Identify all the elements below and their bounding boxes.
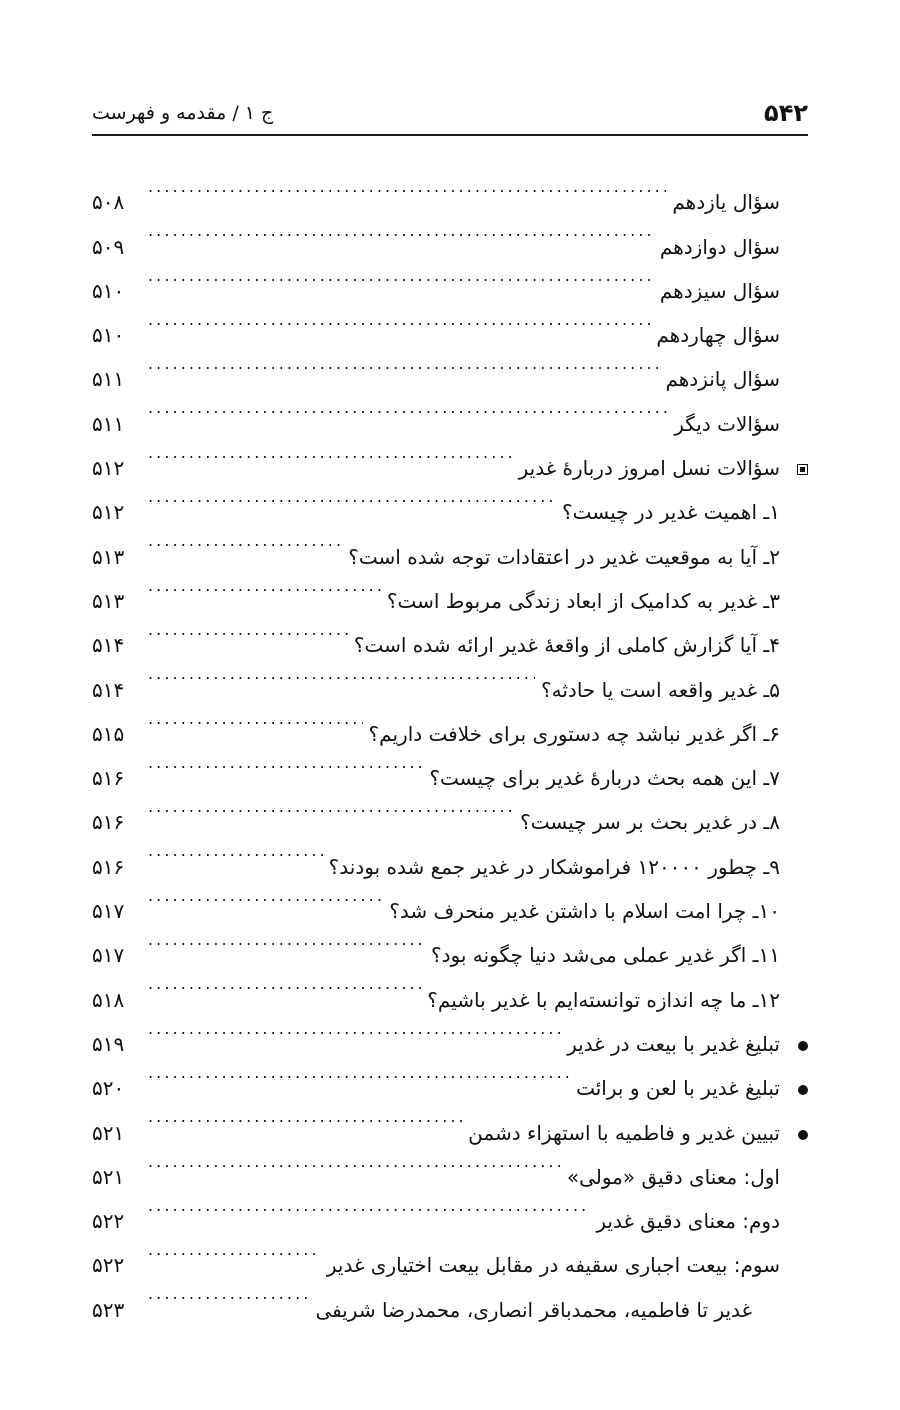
toc-entry-page-number: ۵۲۰ [92,1076,125,1101]
dot-leader [148,741,423,785]
page-number: ۵۴۲ [764,99,808,127]
toc-entry-page-number: ۵۲۱ [92,1164,125,1189]
toc-entry-title: ۸ـ در غدیر بحث بر سر چیست؟ [520,810,780,835]
table-of-contents [92,165,808,1322]
dot-leader [148,209,654,253]
no-bullet [780,785,808,829]
dot-leader [148,1140,561,1184]
toc-entry-title: ۵ـ غدیر واقعه است یا حادثه؟ [541,677,780,702]
toc-entry-title: ۱ـ اهمیت غدیر در چیست؟ [562,500,780,525]
toc-entry-title: ۱۰ـ چرا امت اسلام با داشتن غدیر منحرف شد؟ [389,899,780,924]
dot-leader [148,342,659,386]
toc-entry-page-number: ۵۱۲ [92,456,125,481]
toc-entry-title: ۶ـ اگر غدیر نباشد چه دستوری برای خلافت داریم؟ [368,721,780,746]
no-bullet [780,564,808,608]
dot-leader [148,431,513,475]
no-bullet [780,829,808,873]
dot-leader [148,1007,561,1051]
toc-entry-page-number: ۵۱۰ [92,323,125,348]
toc-entry-page-number: ۵۱۹ [92,1031,125,1056]
toc-entry[interactable] [92,165,808,215]
toc-entry-title: ۳ـ غدیر به کدامیک از ابعاد زندگی مربوط است؟ [386,588,780,613]
dot-leader [148,697,363,741]
no-bullet [780,697,808,741]
dot-leader [148,608,348,652]
dot-leader [148,829,323,873]
dot-leader [148,652,535,696]
toc-entry-title: تبلیغ غدیر با لعن و برائت [576,1076,780,1101]
no-bullet [780,652,808,696]
toc-entry-title: ۴ـ آیا گزارش کاملی از واقعهٔ غدیر ارائه شده است؟ [353,633,780,658]
no-bullet [780,209,808,253]
dot-leader [148,1272,309,1316]
no-bullet [780,254,808,298]
toc-entry-page-number: ۵۲۱ [92,1120,125,1145]
dot-leader [148,165,666,209]
no-bullet [780,918,808,962]
no-bullet [780,1228,808,1272]
toc-entry-page-number: ۵۲۲ [92,1253,125,1278]
toc-entry-title: سوم: بیعت اجباری سقیفه در مقابل بیعت اختیاری غدیر [326,1253,780,1278]
no-bullet [780,298,808,342]
toc-entry-page-number: ۵۱۶ [92,810,125,835]
running-title: ج ۱ / مقدمه و فهرست [92,102,274,124]
toc-entry-page-number: ۵۱۶ [92,766,125,791]
toc-entry-title: ۷ـ این همه بحث دربارهٔ غدیر برای چیست؟ [429,766,780,791]
no-bullet [780,165,808,209]
dot-leader [148,918,425,962]
toc-entry-title: سؤال دوازدهم [659,234,780,259]
toc-entry-page-number: ۵۱۲ [92,500,125,525]
no-bullet [780,475,808,519]
no-bullet [780,1184,808,1228]
toc-entry-title: تبلیغ غدیر با بیعت در غدیر [567,1031,780,1056]
dot-leader [148,254,654,298]
dot-leader [148,962,421,1006]
toc-entry-page-number: ۵۰۹ [92,234,125,259]
toc-entry-page-number: ۵۱۷ [92,943,125,968]
toc-entry-page-number: ۵۱۳ [92,544,125,569]
dot-leader [148,1095,462,1139]
toc-entry-page-number: ۵۱۷ [92,899,125,924]
toc-entry-page-number: ۵۱۴ [92,633,125,658]
dot-leader [148,475,556,519]
no-bullet [780,1140,808,1184]
toc-entry-page-number: ۵۲۲ [92,1209,125,1234]
toc-entry-title: سؤال یازدهم [672,190,780,215]
no-bullet [780,608,808,652]
no-bullet [780,874,808,918]
toc-entry-page-number: ۵۱۳ [92,588,125,613]
dot-leader [148,785,514,829]
no-bullet [780,519,808,563]
toc-entry-page-number: ۵۲۳ [92,1297,125,1322]
toc-entry-title: دوم: معنای دقیق غدیر [596,1209,780,1234]
toc-entry-page-number: ۵۰۸ [92,190,125,215]
toc-entry-page-number: ۵۱۵ [92,721,125,746]
toc-entry-title: سؤالات دیگر [674,411,780,436]
toc-entry-page-number: ۵۱۴ [92,677,125,702]
toc-entry-title: ۲ـ آیا به موقعیت غدیر در اعتقادات توجه شده است؟ [348,544,780,569]
toc-entry-title: غدیر تا فاطمیه، محمدباقر انصاری، محمدرضا شریفی [315,1297,752,1322]
dot-leader [148,386,668,430]
toc-entry-page-number: ۵۱۱ [92,411,125,436]
toc-entry-title: ۹ـ چطور ۱۲۰۰۰۰ فراموشکار در غدیر جمع شده بودند؟ [328,854,780,879]
toc-entry-title: تبیین غدیر و فاطمیه با استهزاء دشمن [468,1120,780,1145]
toc-entry-title: ۱۲ـ ما چه اندازه توانسته‌ایم با غدیر باشیم؟ [427,987,780,1012]
no-bullet [780,962,808,1006]
dot-leader [148,1051,570,1095]
toc-entry-title: سؤال چهاردهم [656,323,780,348]
dot-leader [148,1228,321,1272]
toc-entry-title: سؤال سیزدهم [659,278,780,303]
toc-entry-page-number: ۵۱۰ [92,278,125,303]
dot-leader [148,564,381,608]
dot-leader [148,298,650,342]
toc-entry-title: ۱۱ـ اگر غدیر عملی می‌شد دنیا چگونه بود؟ [431,943,780,968]
no-bullet [780,386,808,430]
toc-entry-title: سؤالات نسل امروز دربارهٔ غدیر [518,456,780,481]
toc-entry-page-number: ۵۱۸ [92,987,125,1012]
toc-entry-page-number: ۵۱۶ [92,854,125,879]
toc-entry-page-number: ۵۱۱ [92,367,125,392]
dot-bullet-icon [780,1024,808,1068]
dot-leader [148,1184,590,1228]
no-bullet [780,342,808,386]
page-header [92,98,808,136]
dot-leader [148,874,383,918]
dot-leader [148,519,342,563]
dot-bullet-icon [780,1068,808,1112]
no-bullet [780,741,808,785]
no-bullet [780,1272,808,1316]
toc-entry-title: سؤال پانزدهم [665,367,780,392]
toc-entry-title: اول: معنای دقیق «مولی» [566,1164,780,1189]
